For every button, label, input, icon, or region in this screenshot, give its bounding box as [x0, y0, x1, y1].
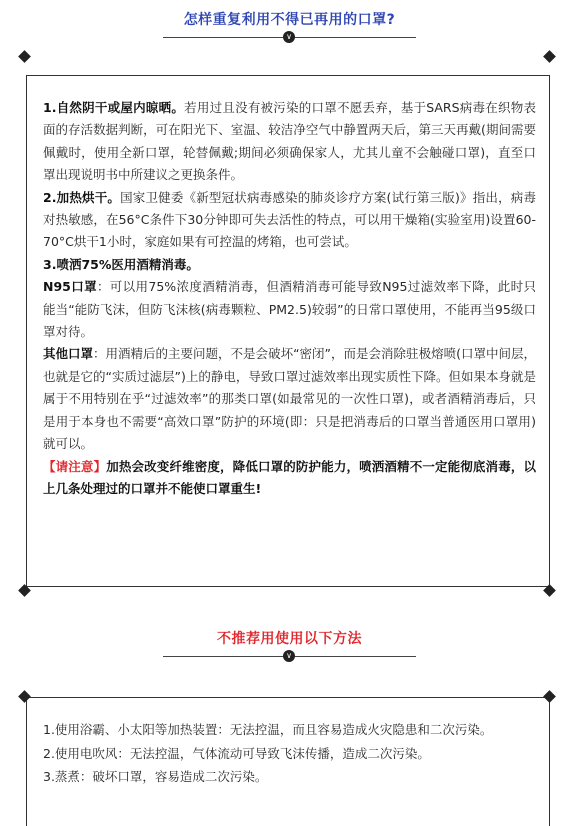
- diamond-corner-icon: [543, 50, 556, 63]
- section1-header: [0, 10, 579, 30]
- list-item: 1.使用浴霸、小太阳等加热装置：无法控温，而且容易造成火灾隐患和二次污染。: [43, 722, 493, 737]
- method-2: [43, 187, 536, 254]
- method-2-heading: 2.加热烘干。: [43, 189, 121, 205]
- warning-text: 加热会改变纤维密度，降低口罩的防护能力，喷洒酒精不一定能彻底消毒，以上几条处理过的口罩并不能使口罩重生!: [43, 458, 536, 496]
- method-1-text: 若用过且没有被污染的口罩不愿丢弃，基于SARS病毒在织物表面的存活数据判断，可在阳光下、室温、较洁净空气中静置两天后，第三天再戴(期间需要佩戴时，使用全新口罩，轮替佩戴;期间必须确保家人，尤其儿童不会触碰口罩)，直至口罩出现说明书中所建议之更换条件。: [43, 100, 536, 183]
- chevron-down-icon: ∨: [283, 31, 295, 43]
- method-1: [43, 97, 536, 187]
- other-mask-text: ：用酒精后的主要问题，不是会破坏“密闭”，而是会消除驻极熔喷(口罩中间层，也就是它的“实质过滤层”)上的静电，导致口罩过滤效率出现实质性下降。但如果本身就是属于不用特别在乎“过滤效率”的那类口罩(如最常见的一次性口罩)，或者酒精消毒后，只是用于本身也不需要“高效口罩”防护的环境(即：只是把消毒后的口罩当普通医用口罩用)就可以。: [43, 346, 536, 452]
- diamond-corner-icon: [18, 50, 31, 63]
- list-item: 3.蒸煮：破坏口罩，容易造成二次污染。: [43, 769, 268, 784]
- not-recommended-list: [43, 718, 536, 789]
- warning-paragraph: [43, 456, 536, 501]
- n95-paragraph: [43, 276, 536, 343]
- warning-tag: 【请注意】: [43, 458, 107, 474]
- method-2-text: 国家卫健委《新型冠状病毒感染的肺炎诊疗方案(试行第三版)》指出，病毒对热敏感，在56°C条件下30分钟即可失去活性的特点，可以用干燥箱(实验室用)设置60-70°C烘干1小时，家庭如果有可控温的烤箱，也可尝试。: [43, 189, 536, 250]
- method-3-heading: 3.喷洒75%医用酒精消毒。: [43, 256, 199, 272]
- n95-text: ：可以用75%浓度酒精消毒，但酒精消毒可能导致N95过滤效率下降，此时只能当“能防飞沫，但防飞沫核(病毒颗粒、PM2.5)较弱”的日常口罩使用，不能再当95级口罩对待。: [43, 279, 537, 340]
- method-1-heading: 1.自然阴干或屋内晾晒。: [43, 100, 185, 115]
- other-mask-label: 其他口罩: [43, 346, 94, 362]
- section2-header: [0, 629, 579, 649]
- tips-content: [43, 97, 536, 500]
- other-mask-paragraph: [43, 343, 536, 455]
- section2-title: 不推荐用使用以下方法: [217, 631, 362, 647]
- section1-title: 怎样重复利用不得已再用的口罩?: [183, 12, 396, 28]
- list-item: 2.使用电吹风：无法控温，气体流动可导致飞沫传播，造成二次污染。: [43, 745, 430, 761]
- n95-label: N95口罩: [43, 279, 97, 295]
- chevron-down-icon: ∨: [283, 650, 295, 662]
